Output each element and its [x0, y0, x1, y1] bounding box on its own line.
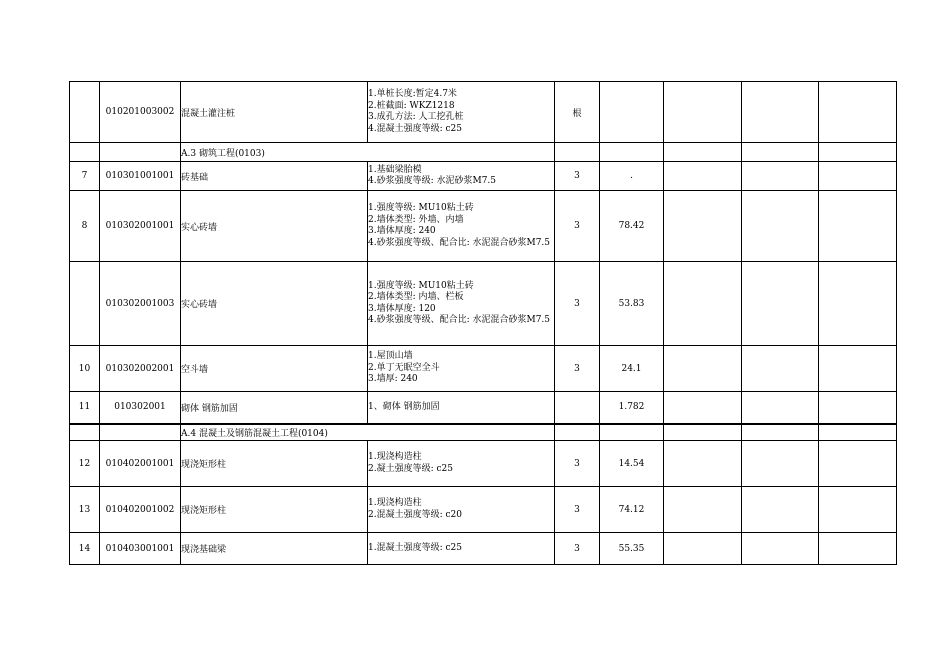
feature-line: 3.墙厚: 240	[368, 374, 418, 385]
empty-cell	[742, 441, 819, 487]
item-features-cell	[368, 346, 555, 392]
empty-cell	[664, 392, 742, 424]
item-features-cell	[368, 262, 555, 346]
empty-cell	[664, 191, 742, 262]
item-code-cell: 010402001002	[100, 487, 181, 533]
item-code-cell: 010302001003	[100, 262, 181, 346]
row-number-cell: 13	[70, 487, 100, 533]
empty-cell	[742, 424, 819, 441]
feature-line: 4.砂浆强度等级、配合比: 水泥混合砂浆M7.5	[368, 237, 551, 248]
empty-cell	[819, 191, 897, 262]
feature-line: 2.单丁无眠空全斗	[368, 362, 440, 373]
feature-line: 1.强度等级: MU10粘土砖	[368, 280, 474, 291]
empty-cell	[742, 162, 819, 191]
unit-cell	[555, 392, 600, 424]
empty-cell	[664, 82, 742, 143]
feature-line: 1.混凝土强度等级: c25	[368, 542, 462, 553]
empty-cell	[600, 143, 664, 162]
item-features-cell	[368, 441, 555, 487]
table-row	[70, 392, 897, 424]
unit-cell: 根	[555, 82, 600, 143]
unit-cell: 3	[555, 262, 600, 346]
feature-line: 2.混凝土强度等级: c20	[368, 509, 462, 520]
quantity-cell	[600, 82, 664, 143]
section-title: A.4 混凝土及钢筋混凝土工程(0104)	[181, 424, 555, 441]
item-features-cell	[368, 533, 555, 565]
empty-cell	[742, 143, 819, 162]
empty-cell	[819, 424, 897, 441]
empty-cell	[819, 533, 897, 565]
item-features-cell	[368, 82, 555, 143]
row-number-cell: 8	[70, 191, 100, 262]
quantity-cell: 74.12	[600, 487, 664, 533]
empty-cell	[742, 346, 819, 392]
item-name-cell: 实心砖墙	[181, 262, 368, 346]
unit-cell: 3	[555, 162, 600, 191]
row-number-cell: 10	[70, 346, 100, 392]
unit-cell: 3	[555, 533, 600, 565]
empty-cell	[742, 392, 819, 424]
item-code-cell: 010302002001	[100, 346, 181, 392]
quantity-cell: .	[600, 162, 664, 191]
empty-cell	[664, 441, 742, 487]
feature-line: 3.成孔方法: 人工挖孔桩	[368, 112, 464, 122]
unit-cell: 3	[555, 441, 600, 487]
quantity-cell: 78.42	[600, 191, 664, 262]
feature-line: 3.墙体厚度: 120	[368, 303, 436, 314]
item-code-cell: 010302001	[100, 392, 181, 424]
item-name-cell: 现浇矩形柱	[181, 441, 368, 487]
section-row	[70, 143, 897, 162]
row-number-cell: 7	[70, 162, 100, 191]
feature-line: 1.单桩长度:暂定4.7米	[368, 89, 457, 99]
empty-cell	[664, 262, 742, 346]
item-code-cell: 010302001001	[100, 191, 181, 262]
empty-cell	[664, 143, 742, 162]
item-code-cell: 010201003002	[100, 82, 181, 143]
feature-line: 2.墙体类型: 外墙、内墙	[368, 214, 464, 225]
empty-cell	[664, 162, 742, 191]
item-code-cell	[100, 143, 181, 162]
feature-line: 1.屋顶山墙	[368, 351, 413, 362]
unit-cell: 3	[555, 191, 600, 262]
table-row	[70, 441, 897, 487]
table-row	[70, 533, 897, 565]
feature-line: 3.墙体厚度: 240	[368, 226, 436, 236]
empty-cell	[819, 392, 897, 424]
item-features-cell	[368, 487, 555, 533]
item-code-cell: 010402001001	[100, 441, 181, 487]
empty-cell	[742, 487, 819, 533]
item-code-cell	[100, 424, 181, 441]
feature-line: 1、砌体 钢筋加固	[368, 401, 440, 412]
empty-cell	[819, 487, 897, 533]
empty-cell	[742, 262, 819, 346]
empty-cell	[555, 424, 600, 441]
feature-line: 1.基础梁胎模	[368, 164, 422, 175]
empty-cell	[819, 82, 897, 143]
feature-line: 2.凝土强度等级: c25	[368, 463, 453, 474]
table-row	[70, 487, 897, 533]
empty-cell	[819, 162, 897, 191]
item-name-cell: 现浇矩形柱	[181, 487, 368, 533]
feature-line: 4.混凝土强度等级: c25	[368, 123, 462, 134]
item-name-cell: 实心砖墙	[181, 191, 368, 262]
item-name-cell: 砖基础	[181, 162, 368, 191]
row-number-cell	[70, 262, 100, 346]
section-title: A.3 砌筑工程(0103)	[181, 143, 555, 162]
feature-line: 1.现浇构造柱	[368, 498, 422, 508]
table-body	[70, 82, 897, 565]
unit-cell: 3	[555, 346, 600, 392]
empty-cell	[742, 533, 819, 565]
feature-line: 1.强度等级: MU10粘土砖	[368, 203, 474, 213]
table-row	[70, 346, 897, 392]
empty-cell	[819, 346, 897, 392]
feature-line: 4.砂浆强度等级: 水泥砂浆M7.5	[368, 176, 497, 186]
quantity-cell: 55.35	[600, 533, 664, 565]
item-features-cell	[368, 191, 555, 262]
table-row	[70, 82, 897, 143]
empty-cell	[819, 441, 897, 487]
table-row	[70, 262, 897, 346]
item-name-cell: 砌体 钢筋加固	[181, 392, 368, 424]
item-code-cell: 010403001001	[100, 533, 181, 565]
feature-line: 2.墙体类型: 内墙、栏板	[368, 292, 464, 302]
row-number-cell	[70, 424, 100, 441]
empty-cell	[742, 191, 819, 262]
empty-cell	[819, 143, 897, 162]
quantity-cell: 53.83	[600, 262, 664, 346]
item-code-cell: 010301001001	[100, 162, 181, 191]
empty-cell	[664, 346, 742, 392]
item-name-cell: 空斗墙	[181, 346, 368, 392]
row-number-cell: 12	[70, 441, 100, 487]
feature-line: 1.现浇构造柱	[368, 452, 422, 462]
empty-cell	[664, 424, 742, 441]
empty-cell	[600, 424, 664, 441]
empty-cell	[742, 82, 819, 143]
bill-of-quantities-table	[69, 81, 897, 565]
feature-line: 4.砂浆强度等级、配合比: 水泥混合砂浆M7.5	[368, 315, 551, 325]
row-number-cell	[70, 82, 100, 143]
item-name-cell: 混凝土灌注桩	[181, 82, 368, 143]
item-features-cell	[368, 162, 555, 191]
quantity-cell: 1.782	[600, 392, 664, 424]
unit-cell: 3	[555, 487, 600, 533]
item-name-cell: 现浇基础梁	[181, 533, 368, 565]
table-row	[70, 191, 897, 262]
empty-cell	[664, 487, 742, 533]
quantity-cell: 24.1	[600, 346, 664, 392]
empty-cell	[819, 262, 897, 346]
feature-line: 2.桩截面: WKZ1218	[368, 100, 455, 111]
section-row	[70, 424, 897, 441]
row-number-cell	[70, 143, 100, 162]
empty-cell	[664, 533, 742, 565]
row-number-cell: 11	[70, 392, 100, 424]
row-number-cell: 14	[70, 533, 100, 565]
empty-cell	[555, 143, 600, 162]
quantity-cell: 14.54	[600, 441, 664, 487]
item-features-cell	[368, 392, 555, 424]
table-row	[70, 162, 897, 191]
